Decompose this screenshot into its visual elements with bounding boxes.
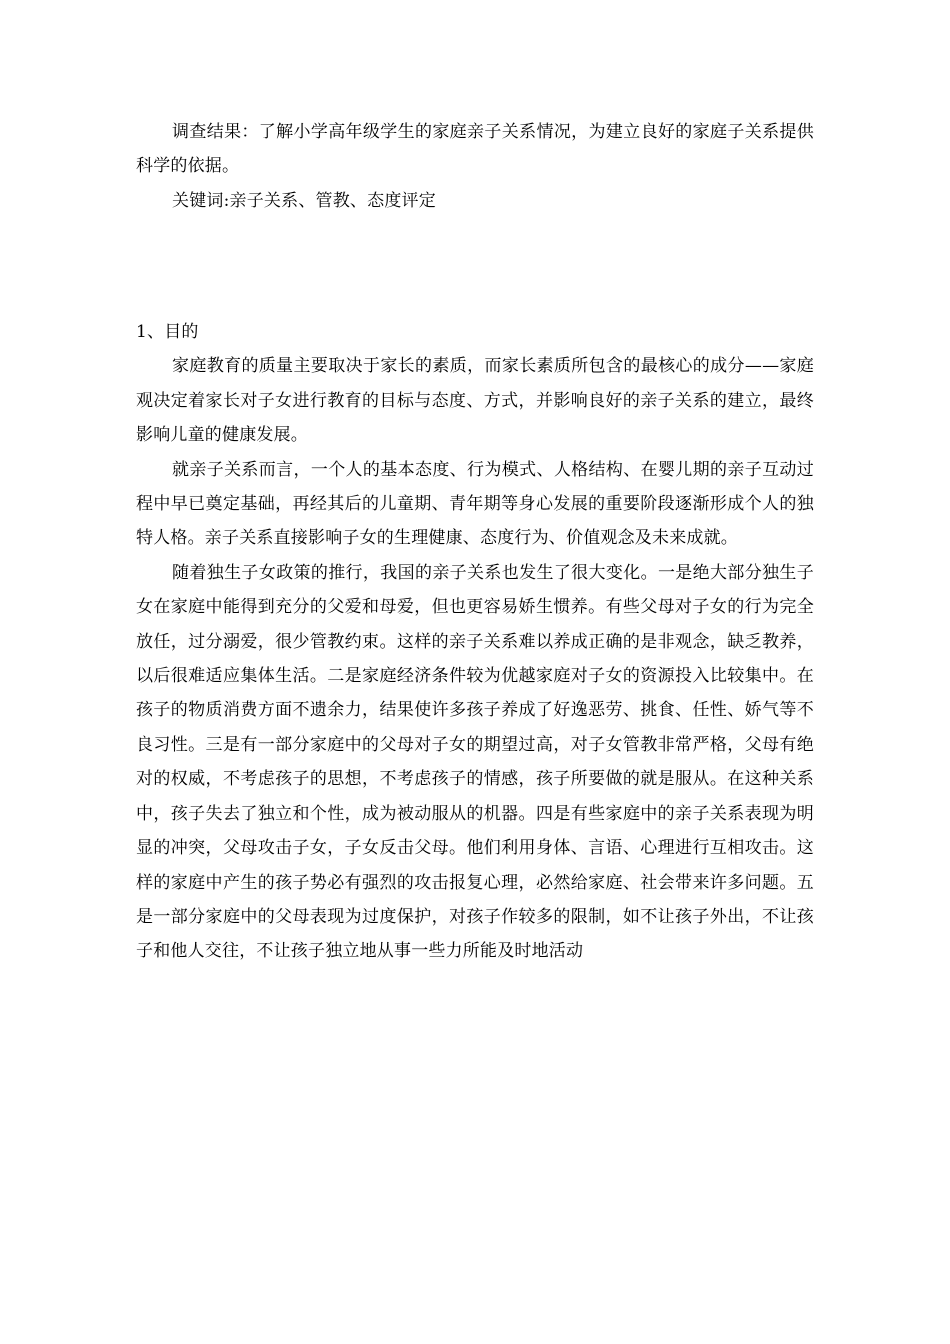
body-paragraph-1: 家庭教育的质量主要取决于家长的素质，而家长素质所包含的最核心的成分——家庭观决定着家长对子女进行教育的目标与态度、方式，并影响良好的亲子关系的建立，最终影响儿童的健康发展。	[136, 356, 814, 446]
body-paragraph-3: 随着独生子女政策的推行，我国的亲子关系也发生了很大变化。一是绝大部分独生子女在家庭中能得到充分的父爱和母爱，但也更容易娇生惯养。有些父母对子女的行为完全放任，过分溺爱，很少管教约束。这样的亲子关系难以养成正确的是非观念，缺乏教养，以后很难适应集体生活。二是家庭经济条件较为优越家庭对子女的资源投入比较集中。在孩子的物质消费方面不遗余力，结果使许多孩子养成了好逸恶劳、挑食、任性、娇气等不良习性。三是有一部分家庭中的父母对子女的期望过高，对子女管教非常严格，父母有绝对的权威，不考虑孩子的思想，不考虑孩子的情感，孩子所要做的就是服从。在这种关系中，孩子失去了独立和个性，成为被动服从的机器。四是有些家庭中的亲子关系表现为明显的冲突，父母攻击子女，子女反击父母。他们利用身体、言语、心理进行互相攻击。这样的家庭中产生的孩子势必有强烈的攻击报复心理，必然给家庭、社会带来许多问题。五是一部分家庭中的父母表现为过度保护，对孩子作较多的限制，如不让孩子外出，不让孩子和他人交往，不让孩子独立地从事一些力所能及时地活动	[136, 562, 814, 962]
section-heading: 1、目的	[136, 322, 199, 342]
body-paragraph-2: 就亲子关系而言，一个人的基本态度、行为模式、人格结构、在婴儿期的亲子互动过程中早已奠定基础，再经其后的儿童期、青年期等身心发展的重要阶段逐渐形成个人的独特人格。亲子关系直接影响子女的生理健康、态度行为、价值观念及未来成就。	[136, 459, 814, 549]
section-purpose	[136, 315, 814, 969]
result-paragraph: 调查结果：了解小学高年级学生的家庭亲子关系情况，为建立良好的家庭子关系提供科学的依据。	[136, 122, 814, 177]
keywords-paragraph: 关键词:亲子关系、管教、态度评定	[172, 190, 436, 211]
abstract-block	[136, 115, 814, 218]
